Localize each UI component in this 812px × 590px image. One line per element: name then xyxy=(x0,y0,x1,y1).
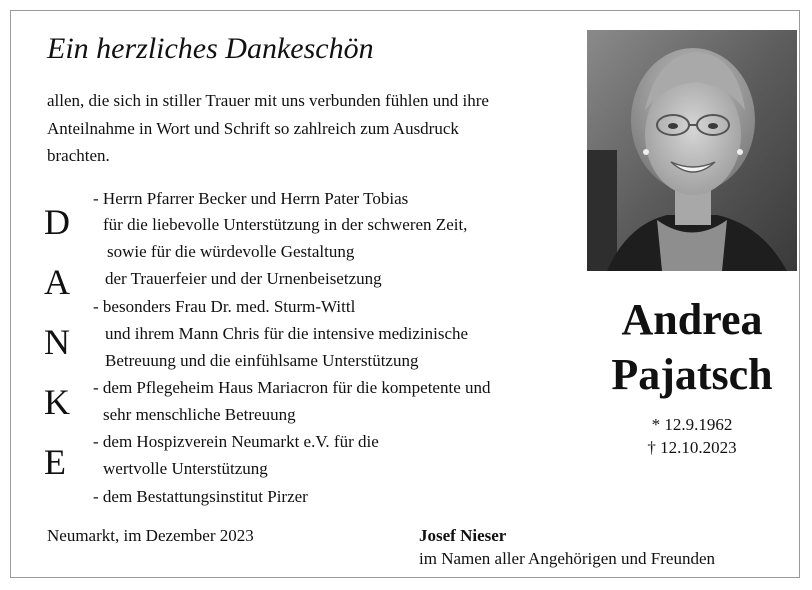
thanks-line: für die liebevolle Unterstützung in der schweren Zeit, xyxy=(103,215,468,234)
thanks-line: - dem Pflegeheim Haus Mariacron für die kompetente und xyxy=(93,378,491,397)
danke-letter: A xyxy=(44,262,70,302)
notice-title: Ein herzliches Dankeschön xyxy=(47,32,374,65)
thanks-line: wertvolle Unterstützung xyxy=(103,459,268,478)
intro-text xyxy=(47,87,587,170)
thanks-line: sowie für die würdevolle Gestaltung xyxy=(107,242,355,261)
danke-letter: D xyxy=(44,202,70,242)
signer-note: im Namen aller Angehörigen und Freunden xyxy=(419,549,716,568)
danke-letter: E xyxy=(44,442,66,482)
thanks-line: und ihrem Mann Chris für die intensive medizinische xyxy=(105,324,469,343)
signer-name: Josef Nieser xyxy=(419,526,507,545)
thanks-line: der Trauerfeier und der Urnenbeisetzung xyxy=(105,269,382,288)
thanks-line: - dem Bestattungsinstitut Pirzer xyxy=(93,487,308,506)
thanks-line: - dem Hospizverein Neumarkt e.V. für die xyxy=(93,432,379,451)
death-date: † 12.10.2023 xyxy=(647,438,737,457)
intro-line: Anteilnahme in Wort und Schrift so zahlreich zum Ausdruck xyxy=(47,118,459,138)
thanks-line: Betreuung und die einfühlsame Unterstützung xyxy=(105,351,419,370)
thanks-line: - besonders Frau Dr. med. Sturm-Wittl xyxy=(93,297,356,316)
danke-letter: K xyxy=(44,382,70,422)
thanks-line: - Herrn Pfarrer Becker und Herrn Pater Tobias xyxy=(93,189,409,208)
danke-letter: N xyxy=(44,322,70,362)
intro-line: allen, die sich in stiller Trauer mit uns verbunden fühlen und ihre xyxy=(47,91,489,110)
birth-date: * 12.9.1962 xyxy=(651,415,733,434)
thanks-line: sehr menschliche Betreuung xyxy=(103,405,296,424)
intro-line: brachten. xyxy=(47,146,110,165)
place-date: Neumarkt, im Dezember 2023 xyxy=(47,526,254,545)
deceased-last-name: Pajatsch xyxy=(611,350,773,399)
portrait-photo xyxy=(587,30,797,271)
deceased-first-name: Andrea xyxy=(621,295,763,344)
